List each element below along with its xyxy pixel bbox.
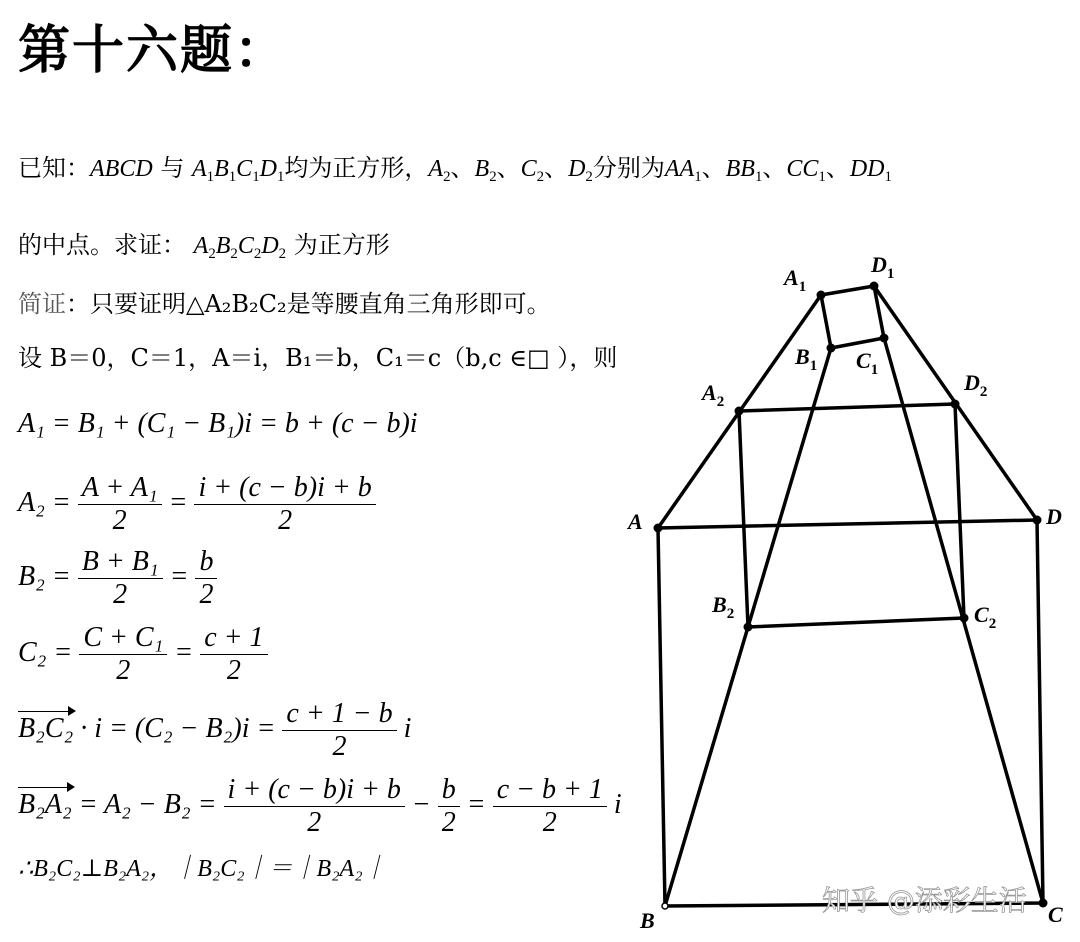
square-a1b1c1d1 xyxy=(821,286,884,348)
label-a2: $A_2$ xyxy=(702,380,725,410)
equation-c2: C₂ = $\frac{\text{C + C₁}}{2}$ = $\frac{c + 1}{2}$ xyxy=(18,622,268,687)
proof-outline: 简证：只要证明△A₂B₂C₂是等腰直角三角形即可。 xyxy=(18,290,551,318)
label-a1: $A_1$ xyxy=(784,265,807,295)
label-b2: $B_2$ xyxy=(712,592,735,622)
equation-b2: B₂ = $\frac{\text{B + B₁}}{2}$ = $\frac{b}{2}$ xyxy=(18,546,217,611)
label-d: D xyxy=(1046,504,1062,529)
label-c1: $C_1$ xyxy=(856,348,879,378)
problem-title: 第十六题： xyxy=(18,20,289,81)
square-a2b2c2d2 xyxy=(739,404,964,627)
square-abcd xyxy=(658,520,1043,906)
label-a: A xyxy=(628,509,643,534)
label-b: B xyxy=(640,908,655,933)
setup-line: 设 B＝0，C＝1，A＝i，B₁＝b，C₁＝c（b,c ∈□ ），则 xyxy=(18,344,618,372)
equation-vec-b2c2: B₂C₂ · i = (C₂ − B₂)i = $\frac{c + 1 - b}{2}$ i xyxy=(18,698,412,762)
conclusion: ∴B₂C₂⊥B₂A₂，｜B₂C₂｜＝｜B₂A₂｜ xyxy=(18,856,387,882)
prove-statement: 的中点。求证： $A_2B_2C_2D_2$ 为正方形 xyxy=(18,231,390,263)
label-c: C xyxy=(1048,902,1063,927)
label-d1: $D_1$ xyxy=(871,252,895,282)
label-b1: $B_1$ xyxy=(795,344,818,374)
equation-a2: A₂ = $\frac{\text{A + A₁}}{2}$ = $\frac{i + (c - b)i + b}{2}$ xyxy=(18,472,376,537)
equation-vec-b2a2: B₂A₂ = A₂ − B₂ = $\frac{i + (c - b)i + b}{2}$ − $\frac{b}{2}$ = $\frac{c - b + 1}{2}$ i xyxy=(18,774,622,838)
given-statement: 已知：ABCD 与 $A_1B_1C_1D_1$均为正方形，$A_2$、$B_2$、$C_2$、$D_2$分别为$AA_1$、$BB_1$、$CC_1$、$DD_1$ xyxy=(18,154,892,186)
label-d2: $D_2$ xyxy=(964,370,988,400)
equation-a1: A₁ = B₁ + (C₁ − B₁)i = b + (c − b)i xyxy=(18,408,418,439)
watermark: 知乎 @添彩生活 xyxy=(822,884,1027,917)
label-c2: $C_2$ xyxy=(974,602,997,632)
